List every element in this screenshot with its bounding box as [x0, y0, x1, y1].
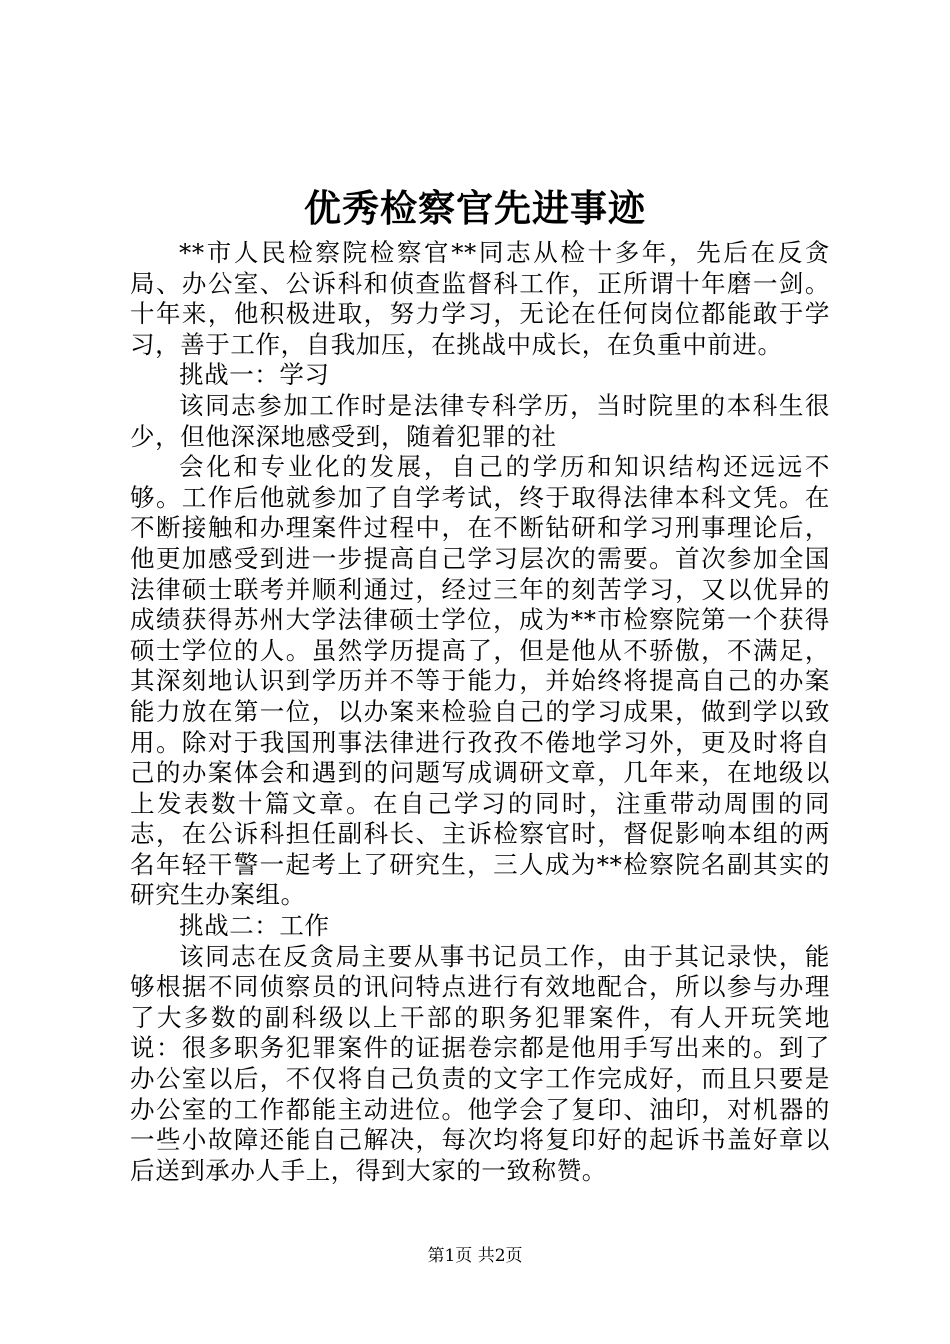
section-heading-work: 挑战二：工作	[179, 911, 330, 941]
page-number-footer: 第1页 共2页	[427, 1246, 523, 1266]
section-heading-study: 挑战一：学习	[179, 360, 330, 390]
document-body	[130, 238, 830, 1186]
document-title: 优秀检察官先进事迹	[304, 186, 646, 230]
study-paragraph-1: 该同志参加工作时是法律专科学历，当时院里的本科生很少，但他深深地感受到，随着犯罪的社	[130, 390, 830, 451]
work-paragraph: 该同志在反贪局主要从事书记员工作，由于其记录快，能够根据不同侦察员的讯问特点进行有效地配合，所以参与办理了大多数的副科级以上干部的职务犯罪案件，有人开玩笑地说：很多职务犯罪案件的证据卷宗都是他用手写出来的。到了办公室以后，不仅将自己负责的文字工作完成好，而且只要是办公室的工作都能主动进位。他学会了复印、油印，对机器的一些小故障还能自己解决，每次均将复印好的起诉书盖好章以后送到承办人手上，得到大家的一致称赞。	[130, 941, 830, 1185]
study-paragraph-2: 会化和专业化的发展，自己的学历和知识结构还远远不够。工作后他就参加了自学考试，终于取得法律本科文凭。在不断接触和办理案件过程中，在不断钻研和学习刑事理论后，他更加感受到进一步提高自己学习层次的需要。首次参加全国法律硕士联考并顺利通过，经过三年的刻苦学习，又以优异的成绩获得苏州大学法律硕士学位，成为**市检察院第一个获得硕士学位的人。虽然学历提高了，但是他从不骄傲，不满足，其深刻地认识到学历并不等于能力，并始终将提高自己的办案能力放在第一位，以办案来检验自己的学习成果，做到学以致用。除对于我国刑事法律进行孜孜不倦地学习外，更及时将自己的办案体会和遇到的问题写成调研文章，几年来，在地级以上发表数十篇文章。在自己学习的同时，注重带动周围的同志，在公诉科担任副科长、主诉检察官时，督促影响本组的两名年轻干警一起考上了研究生，三人成为**检察院名副其实的研究生办案组。	[130, 452, 830, 910]
intro-paragraph: **市人民检察院检察官**同志从检十多年，先后在反贪局、办公室、公诉科和侦查监督科工作，正所谓十年磨一剑。十年来，他积极进取，努力学习，无论在任何岗位都能敢于学习，善于工作，自我加压，在挑战中成长，在负重中前进。	[130, 238, 830, 359]
